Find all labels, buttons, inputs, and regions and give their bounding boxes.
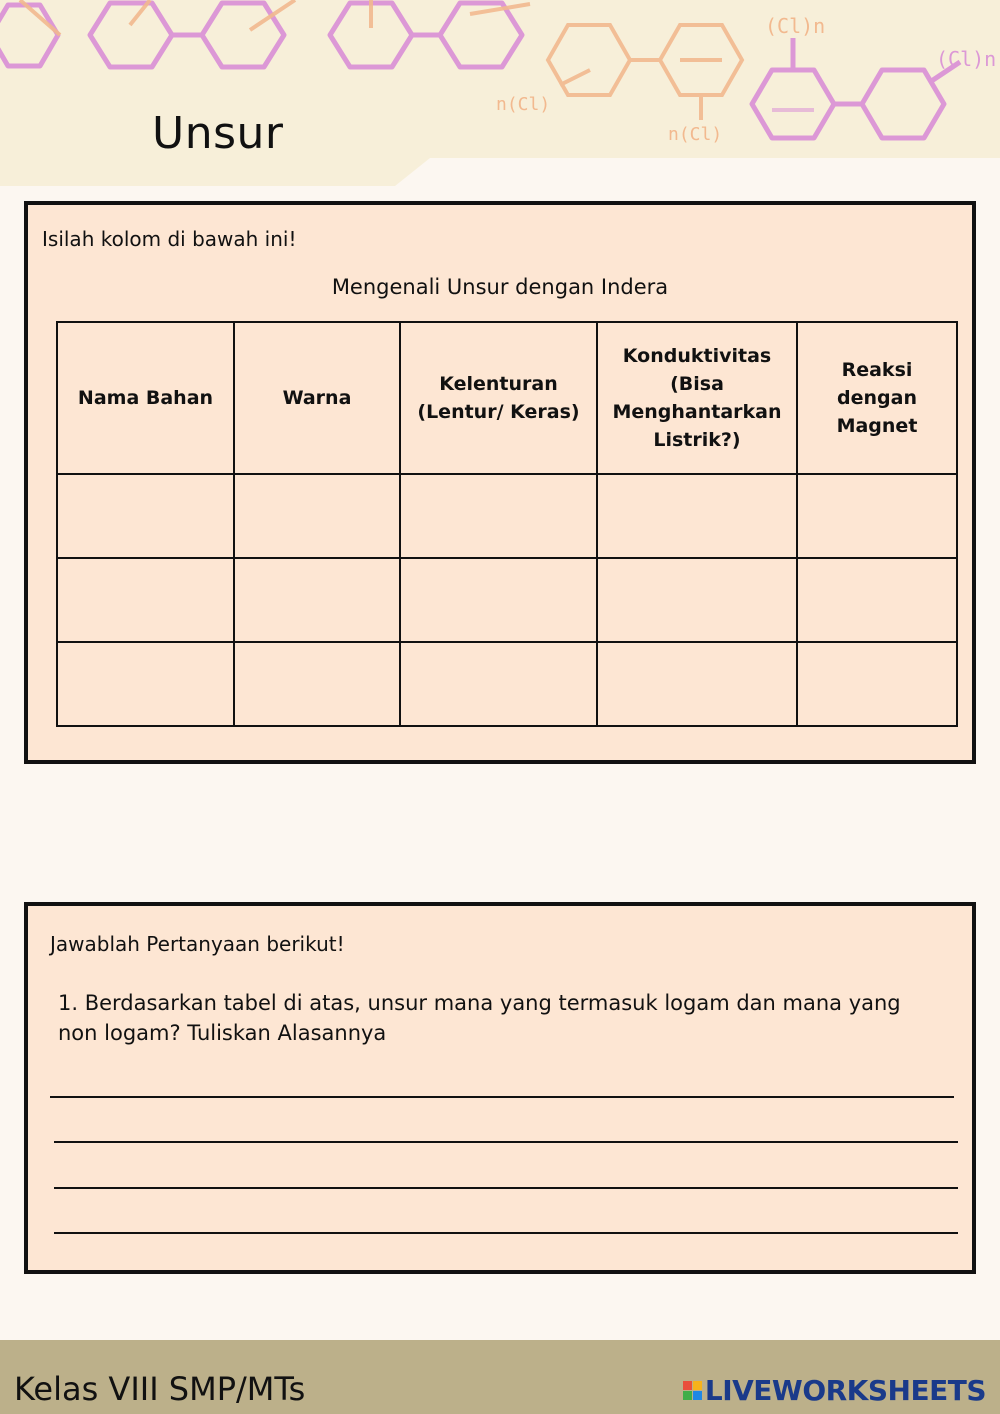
question-text: Berdasarkan tabel di atas, unsur mana yang termasuk logam dan mana yang non logam? Tuliskan Alasannya — [58, 991, 901, 1045]
page-title: Unsur — [152, 108, 284, 159]
question-instruction: Jawablah Pertanyaan berikut! — [50, 932, 345, 956]
answer-line[interactable] — [54, 1187, 958, 1189]
column-header-konduktivitas: Konduktivitas (Bisa Menghantarkan Listrik?) — [597, 322, 797, 474]
column-header-warna: Warna — [234, 322, 400, 474]
chem-label-2: (Cl)n — [936, 47, 997, 71]
header-banner — [0, 0, 1000, 186]
table-cell-input[interactable] — [797, 558, 957, 642]
footer — [0, 1340, 1000, 1414]
table-cell-input[interactable] — [597, 558, 797, 642]
chem-label-3: n(Cl) — [496, 94, 551, 115]
table-row — [57, 642, 957, 726]
chem-label-1: (Cl)n — [765, 14, 826, 38]
table-header-row — [57, 322, 957, 474]
table-cell-input[interactable] — [234, 474, 400, 558]
column-header-kelenturan: Kelenturan (Lentur/ Keras) — [400, 322, 597, 474]
answer-line[interactable] — [54, 1232, 958, 1234]
table-cell-input[interactable] — [57, 558, 234, 642]
column-header-nama-bahan: Nama Bahan — [57, 322, 234, 474]
table-cell-input[interactable] — [597, 642, 797, 726]
table-cell-input[interactable] — [57, 474, 234, 558]
table-instruction: Isilah kolom di bawah ini! — [42, 227, 297, 251]
brand-name: LIVEWORKSHEETS — [704, 1374, 986, 1407]
table-row — [57, 474, 957, 558]
table-cell-input[interactable] — [234, 558, 400, 642]
table-cell-input[interactable] — [400, 558, 597, 642]
observation-table — [56, 321, 958, 727]
table-cell-input[interactable] — [797, 474, 957, 558]
table-cell-input[interactable] — [400, 474, 597, 558]
table-cell-input[interactable] — [234, 642, 400, 726]
answer-line[interactable] — [50, 1096, 954, 1098]
table-section — [24, 201, 976, 764]
answer-line[interactable] — [54, 1141, 958, 1143]
table-title: Mengenali Unsur dengan Indera — [331, 275, 669, 299]
question-number: 1. — [58, 991, 79, 1015]
table-cell-input[interactable] — [57, 642, 234, 726]
class-label: Kelas VIII SMP/MTs — [14, 1370, 306, 1408]
question-section — [24, 902, 976, 1274]
table-cell-input[interactable] — [400, 642, 597, 726]
question-item — [58, 988, 938, 1048]
brand[interactable] — [683, 1374, 986, 1407]
chem-label-4: n(Cl) — [668, 124, 723, 145]
table-cell-input[interactable] — [597, 474, 797, 558]
table-cell-input[interactable] — [797, 642, 957, 726]
column-header-reaksi-magnet: Reaksi dengan Magnet — [797, 322, 957, 474]
table-row — [57, 558, 957, 642]
liveworksheets-logo-icon — [683, 1381, 702, 1400]
